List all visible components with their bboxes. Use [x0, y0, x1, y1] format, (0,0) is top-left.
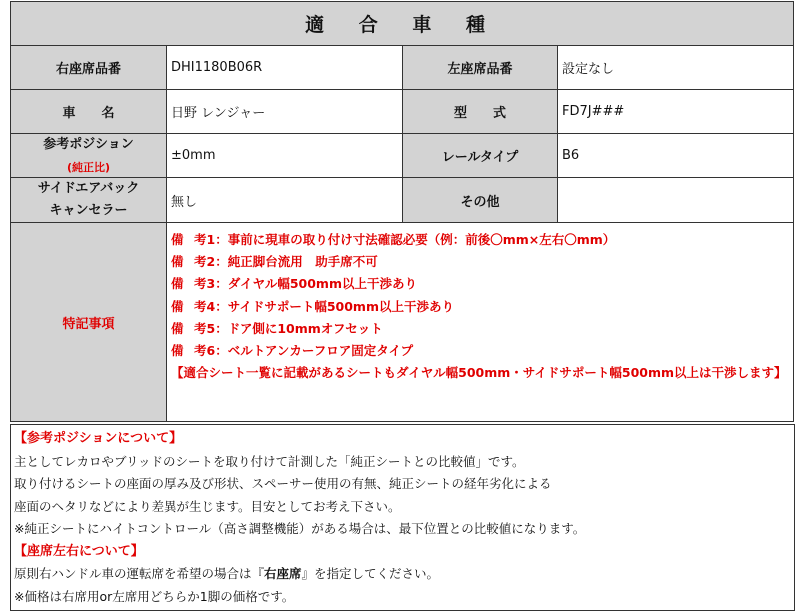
vehicle-name-value: 日野 レンジャー: [167, 90, 403, 134]
note-text: 考3：ダイヤル幅500mm以上干渉あり: [194, 276, 417, 292]
other-label: その他: [403, 178, 558, 223]
note-prefix: 備: [171, 232, 184, 247]
page-title: 適 合 車 種: [11, 2, 794, 46]
seat-side-instruction: [14, 563, 794, 586]
note-item: [171, 296, 789, 318]
right-seat-part-label: 右座席品番: [11, 46, 167, 90]
compatibility-sheet: [10, 1, 793, 422]
other-value: [558, 178, 794, 223]
table-row: [11, 46, 794, 90]
table-row: [11, 90, 794, 134]
side-airbag-canceller-label: [11, 178, 167, 223]
right-seat-emphasis: 右座席: [264, 566, 302, 581]
note-prefix: 備: [171, 320, 184, 336]
reference-position-sub: (純正比): [66, 160, 111, 174]
note-item: [171, 251, 789, 273]
note-prefix: 備: [171, 254, 184, 270]
note-item: [171, 229, 789, 251]
reference-position-title: 参考ポジション: [43, 136, 134, 152]
special-notes-content: [167, 223, 794, 422]
price-note: ※価格は右席用or左席用どちらか1脚の価格です。: [14, 588, 295, 604]
note-text: 考1：事前に現車の取り付け寸法確認必要（例：前後〇mm×左右〇mm）: [194, 232, 616, 247]
special-notes-label: 特記事項: [11, 223, 167, 422]
reference-position-value: ±0mm: [167, 134, 403, 178]
model-code-value: FD7J###: [558, 90, 794, 134]
note-prefix: 備: [171, 298, 184, 314]
table-row: [11, 134, 794, 178]
rail-type-value: B6: [558, 134, 794, 178]
model-code-label: 型 式: [403, 90, 558, 134]
right-seat-part-value: DHI1180B06R: [167, 46, 403, 90]
side-airbag-line2: キャンセラー: [49, 203, 128, 218]
note-item: [171, 273, 789, 295]
info-line: 座面のヘタリなどにより差異が生じます。目安としてお考え下さい。: [14, 498, 401, 514]
side-airbag-canceller-value: 無し: [167, 178, 403, 223]
left-seat-part-value: 設定なし: [558, 46, 794, 90]
note-text: 考6：ベルトアンカーフロア固定タイプ: [194, 343, 414, 359]
interference-warning: 【適合シート一覧に記載があるシートもダイヤル幅500mm・サイドサポート幅500mm以上は干渉します】: [171, 365, 787, 381]
note-item: [171, 340, 789, 362]
note-item: [171, 318, 789, 340]
notes-row: [11, 223, 794, 422]
instruction-text: 原則右ハンドル車の運転席を希望の場合は『: [14, 566, 265, 581]
rail-type-label: レールタイプ: [403, 134, 558, 178]
note-text: 考4：サイドサポート幅500mm以上干渉あり: [194, 298, 454, 314]
spec-table: [10, 1, 794, 422]
instruction-text: 』を指定してください。: [301, 566, 440, 581]
info-line: 主としてレカロやブリッドのシートを取り付けて計測した「純正シートとの比較値」です。: [14, 453, 525, 469]
note-prefix: 備: [171, 343, 184, 359]
table-row: [11, 178, 794, 223]
note-text: 考2：純正脚台流用 助手席不可: [194, 254, 378, 270]
note-prefix: 備: [171, 276, 184, 292]
info-line: ※純正シートにハイトコントロール（高さ調整機能）がある場合は、最下位置との比較値になります。: [14, 521, 586, 536]
note-text: 考5：ドア側に10mmオフセット: [194, 320, 383, 336]
info-box: [10, 424, 795, 611]
info-line: 取り付けるシートの座面の厚み及び形状、スペーサー使用の有無、純正シートの経年劣化による: [14, 476, 552, 491]
reference-position-label: [11, 134, 167, 178]
side-airbag-line1: サイドエアバック: [37, 181, 140, 196]
left-seat-part-label: 左座席品番: [403, 46, 558, 90]
seat-side-heading: 【座席左右について】: [14, 543, 144, 559]
reference-position-heading: 【参考ポジションについて】: [14, 431, 183, 446]
vehicle-name-label: 車 名: [11, 90, 167, 134]
